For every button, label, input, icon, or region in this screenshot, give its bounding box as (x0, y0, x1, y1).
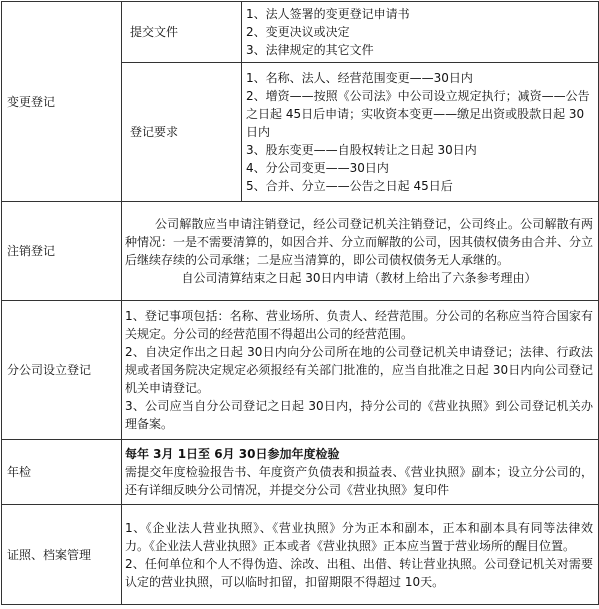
requirement-item: 4、分公司变更——30日内 (246, 161, 389, 175)
change-registration-label: 变更登记 (2, 2, 122, 202)
submit-files-item: 3、法律规定的其它文件 (246, 43, 374, 57)
submit-files-item: 1、法人签署的变更登记申请书 (246, 7, 410, 21)
cancellation-paragraph: 公司解散应当申请注销登记，经公司登记机关注销登记，公司终止。公司解散有两种情况：一是不需要清算的，如因合并、分立而解散的公司，因其债权债务由合并、分立后继续存续的公司承继；二是应当清算的，即公司债权债务无人承继的。 (125, 217, 594, 267)
license-item: 2、任何单位和个人不得伪造、涂改、出租、出借、转让营业执照。公司登记机关对需要认定的营业执照，可以临时扣留，扣留期限不得超过 10天。 (125, 556, 593, 589)
company-registration-table (1, 1, 599, 605)
requirement-item: 1、名称、法人、经营范围变更——30日内 (246, 71, 473, 85)
annual-inspection-row (2, 440, 599, 505)
change-registration-files-row (2, 2, 599, 63)
branch-registration-label: 分公司设立登记 (2, 301, 122, 440)
requirement-item: 5、合并、分立——公告之日起 45日后 (246, 179, 453, 193)
annual-inspection-cell (122, 440, 599, 505)
branch-item: 1、登记事项包括：名称、营业场所、负责人、经营范围。分公司的名称应当符合国家有关规定。分公司的经营范围不得超出公司的经营范围。 (125, 309, 593, 341)
branch-registration-row (2, 301, 599, 440)
branch-item: 3、公司应当自分公司登记之日起 30日内，持分公司的《营业执照》到公司登记机关办理备案。 (125, 399, 593, 431)
license-archive-row (2, 505, 599, 605)
branch-registration-cell (122, 301, 599, 440)
branch-item: 2、自决定作出之日起 30日内向分公司所在地的公司登记机关申请登记；法律、行政法规或者国务院决定规定必须报经有关部门批准的，应当自批准之日起 30日内向公司登记机关申请登记。 (125, 345, 593, 395)
registration-requirements-label: 登记要求 (122, 63, 242, 202)
cancellation-registration-row (2, 202, 599, 301)
annual-inspection-text: 需提交年度检验报告书、年度资产负债表和损益表、《营业执照》副本；设立分公司的，还有详细反映分公司情况，并提交分公司《营业执照》复印件 (125, 465, 593, 497)
cancellation-registration-label: 注销登记 (2, 202, 122, 301)
license-item: 1、《企业法人营业执照》、《营业执照》分为正本和副本，正本和副本具有同等法律效力。《企业法人营业执照》正本或者《营业执照》正本应当置于营业场所的醒目位置。 (125, 520, 593, 553)
license-archive-label: 证照、档案管理 (2, 505, 122, 605)
annual-inspection-heading: 每年 3月 1日至 6月 30日参加年度检验 (125, 447, 340, 461)
annual-inspection-label: 年检 (2, 440, 122, 505)
cancellation-deadline: 自公司清算结束之日起 30日内申请（教材上给出了六条参考理由） (181, 271, 537, 285)
cancellation-registration-cell (122, 202, 599, 301)
submit-files-cell (242, 2, 599, 63)
submit-files-item: 2、变更决议或决定 (246, 25, 350, 39)
registration-requirements-cell (242, 63, 599, 202)
requirement-item: 3、股东变更——自股权转让之日起 30日内 (246, 143, 477, 157)
license-archive-cell (122, 505, 599, 605)
requirement-item: 2、增资——按照《公司法》中公司设立规定执行；减资——公告之日起 45日后申请；实收资本变更——缴足出资或股款日起 30日内 (246, 89, 590, 139)
submit-files-label: 提交文件 (122, 2, 242, 63)
